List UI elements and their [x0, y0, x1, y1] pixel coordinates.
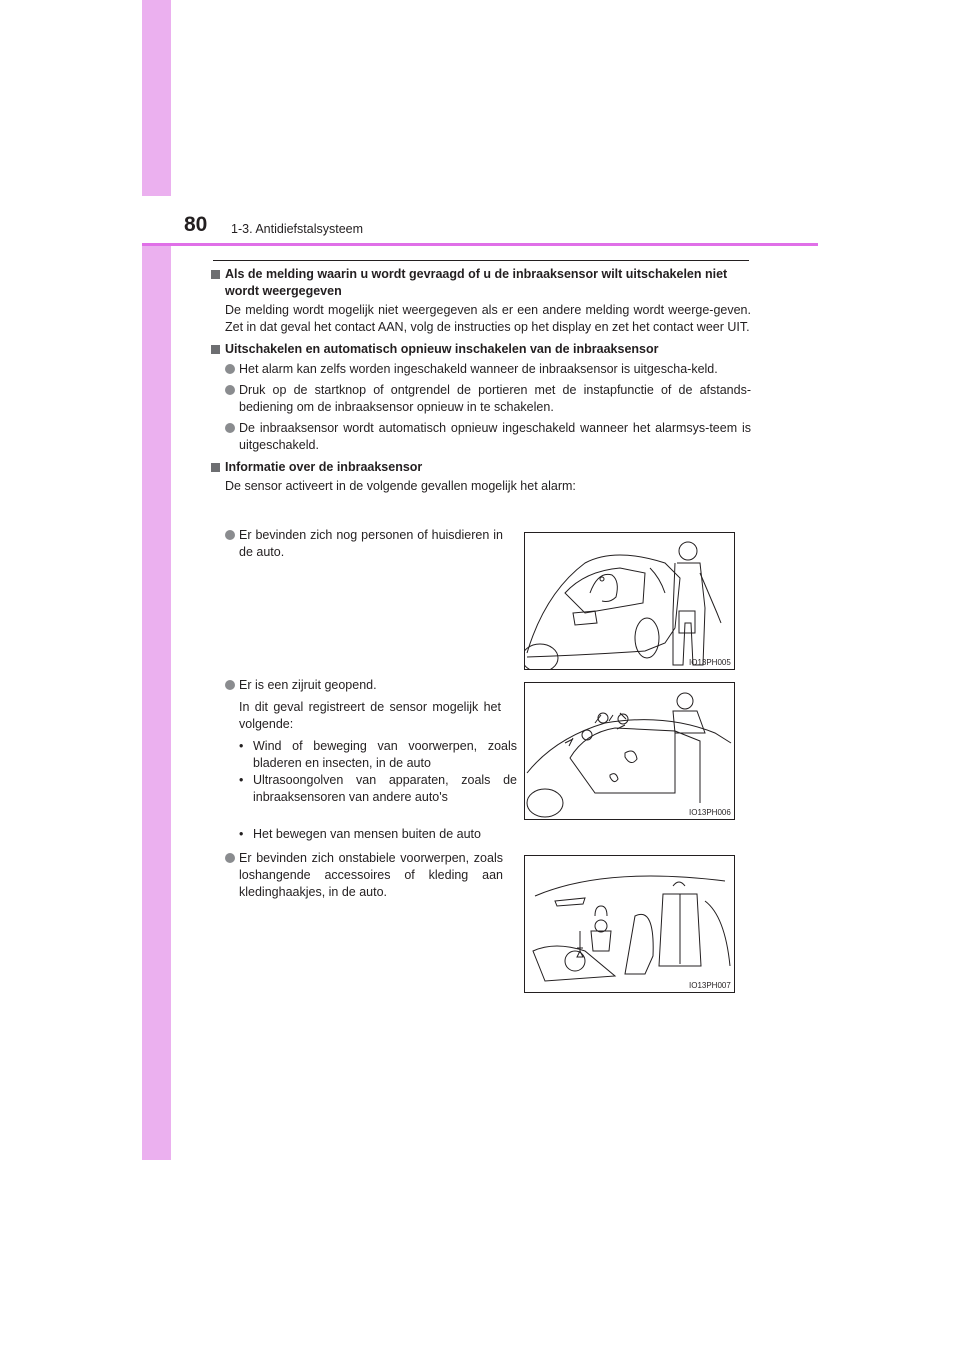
page-number: 80 [184, 213, 208, 236]
list-item: De inbraaksensor wordt automatisch opnieuw ingeschakeld wanneer het alarmsys-teem is uitgeschakeld. [225, 420, 751, 454]
figure-code: IO13PH005 [689, 658, 731, 667]
open-window-illustration [525, 683, 734, 819]
list-item: Er is een zijruit geopend. [225, 677, 503, 694]
interior-illustration [525, 856, 734, 992]
sub-list-item: • Ultrasoongolven van apparaten, zoals de inbraaksensoren van andere auto's [239, 773, 517, 804]
round-bullet-icon [225, 364, 235, 374]
content-top-rule [213, 260, 749, 261]
header-band [142, 196, 818, 246]
section-heading: Uitschakelen en automatisch opnieuw inschakelen van de inbraaksensor [211, 341, 751, 358]
round-bullet-icon [225, 680, 235, 690]
list-item: Het alarm kan zelfs worden ingeschakeld wanneer de inbraaksensor is uitgescha-keld. [225, 361, 751, 378]
figure-code: IO13PH006 [689, 808, 731, 817]
info-item-3 [211, 850, 515, 901]
item-detail: In dit geval registreert de sensor mogelijk het volgende: [239, 700, 501, 731]
car-with-pet-illustration [525, 533, 734, 669]
section-2 [211, 341, 751, 454]
header-rule [142, 243, 818, 246]
figure-person-near-car [524, 532, 735, 670]
figure-code: IO13PH007 [689, 981, 731, 990]
figure-hanging-objects [524, 855, 735, 993]
square-bullet-icon [211, 463, 220, 472]
figure-open-window [524, 682, 735, 820]
side-color-band [142, 0, 171, 1160]
section-heading: Informatie over de inbraaksensor [211, 459, 751, 476]
square-bullet-icon [211, 270, 220, 279]
content [211, 266, 751, 500]
list-item: Er bevinden zich nog personen of huisdieren in de auto. [225, 527, 503, 561]
square-bullet-icon [211, 345, 220, 354]
info-item-1 [211, 527, 515, 561]
section-text: De melding wordt mogelijk niet weergegeven als er een andere melding wordt weerge-geven. Zet in dat geval het contact AAN, volg de instructies op het display en zet het contact weer UIT. [225, 303, 751, 334]
list-item: Er bevinden zich onstabiele voorwerpen, zoals loshangende accessoires of kleding aan kledinghaakjes, in de auto. [225, 850, 503, 901]
info-item-2 [211, 677, 515, 843]
round-bullet-icon [225, 385, 235, 395]
list-item: Druk op de startknop of ontgrendel de portieren met de instapfunctie of de afstands-bediening om de inbraaksensor opnieuw in te schakelen. [225, 382, 751, 416]
section-1 [211, 266, 751, 336]
sub-list-item: • Wind of beweging van voorwerpen, zoals bladeren en insecten, in de auto [239, 739, 517, 770]
section-heading: Als de melding waarin u wordt gevraagd of u de inbraaksensor wilt uitschakelen niet wordt weergegeven [211, 266, 751, 300]
section-3 [211, 459, 751, 495]
sub-list-item: • Het bewegen van mensen buiten de auto [239, 827, 481, 841]
round-bullet-icon [225, 853, 235, 863]
round-bullet-icon [225, 530, 235, 540]
round-bullet-icon [225, 423, 235, 433]
chapter-title: 1-3. Antidiefstalsysteem [231, 222, 364, 236]
section-text: De sensor activeert in de volgende gevallen mogelijk het alarm: [225, 479, 576, 493]
